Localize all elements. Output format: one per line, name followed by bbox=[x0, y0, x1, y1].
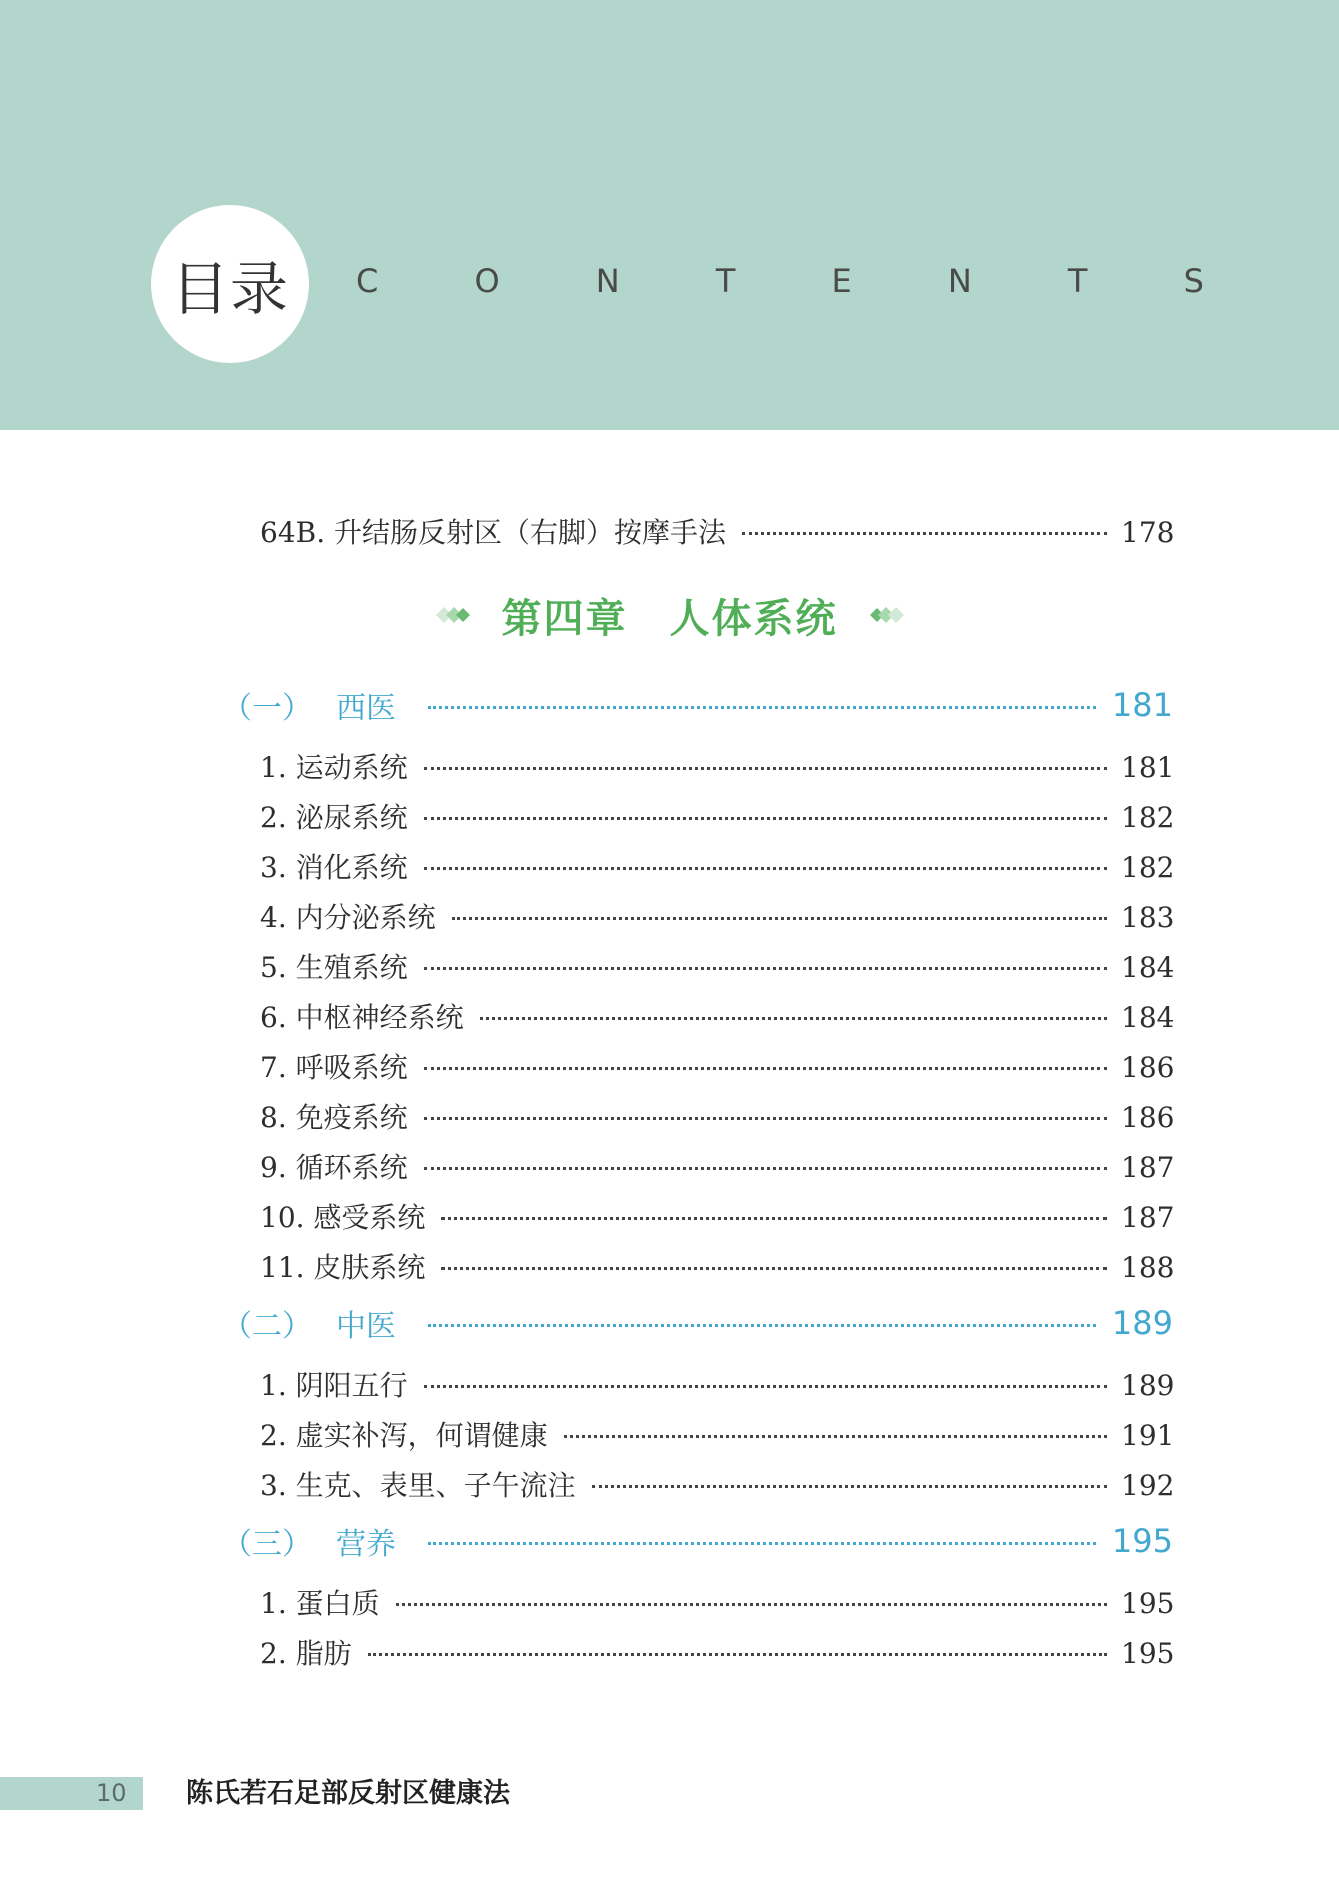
toc-leader-dots bbox=[452, 917, 1107, 920]
chapter-title bbox=[502, 587, 838, 644]
toc-leader-dots bbox=[396, 1603, 1107, 1606]
toc-entry[interactable] bbox=[260, 1246, 1173, 1286]
section-page: 189 bbox=[1111, 1304, 1173, 1342]
contents-heading bbox=[356, 262, 1204, 300]
toc-entry-label: 7. 呼吸系统 bbox=[260, 1051, 408, 1084]
toc-entry-page: 191 bbox=[1121, 1419, 1175, 1452]
toc-entry-label: 10. 感受系统 bbox=[260, 1201, 426, 1234]
toc-entry-label: 9. 循环系统 bbox=[260, 1151, 408, 1184]
toc-entry-page: 187 bbox=[1121, 1151, 1175, 1184]
toc-entry[interactable] bbox=[260, 796, 1173, 836]
section-number: （三） bbox=[222, 1527, 312, 1562]
toc-leader-dots bbox=[441, 1267, 1107, 1270]
toc-entry[interactable] bbox=[260, 1196, 1173, 1236]
toc-entry-page: 195 bbox=[1121, 1587, 1175, 1620]
toc-section[interactable] bbox=[222, 1517, 1173, 1565]
chapter-heading bbox=[0, 585, 1339, 645]
toc-entry[interactable] bbox=[260, 511, 1173, 551]
toc-leader-dots bbox=[424, 867, 1107, 870]
toc-entry-label: 1. 运动系统 bbox=[260, 751, 408, 784]
toc-entry-label: 3. 消化系统 bbox=[260, 851, 408, 884]
toc-section[interactable] bbox=[222, 681, 1173, 729]
toc-leader-dots bbox=[424, 767, 1107, 770]
toc-entry[interactable] bbox=[260, 1632, 1173, 1672]
toc-entry[interactable] bbox=[260, 846, 1173, 886]
section-page: 195 bbox=[1111, 1522, 1173, 1560]
toc-entry-label: 64B. 升结肠反射区（右脚）按摩手法 bbox=[260, 516, 727, 549]
toc-entry-page: 178 bbox=[1121, 516, 1175, 549]
toc-entry-page: 192 bbox=[1121, 1469, 1175, 1502]
toc-entry-page: 184 bbox=[1121, 1001, 1175, 1034]
section-label: 西医 bbox=[336, 691, 396, 726]
toc-entry[interactable] bbox=[260, 746, 1173, 786]
title-circle bbox=[151, 205, 309, 363]
contents-letter: O bbox=[474, 262, 500, 300]
toc-entry[interactable] bbox=[260, 1046, 1173, 1086]
toc-entry[interactable] bbox=[260, 1364, 1173, 1404]
toc-entry[interactable] bbox=[260, 1096, 1173, 1136]
toc-entry[interactable] bbox=[260, 1464, 1173, 1504]
section-number: （一） bbox=[222, 691, 312, 726]
diamond-ornament-icon bbox=[866, 600, 912, 630]
toc-entry-label: 11. 皮肤系统 bbox=[260, 1251, 426, 1284]
toc-entry-label: 2. 泌尿系统 bbox=[260, 801, 408, 834]
toc-leader-dots bbox=[480, 1017, 1107, 1020]
section-page: 181 bbox=[1111, 686, 1173, 724]
toc-entry-label: 6. 中枢神经系统 bbox=[260, 1001, 464, 1034]
toc-leader-dots bbox=[424, 1117, 1107, 1120]
toc-leader-dots bbox=[441, 1217, 1107, 1220]
toc-leader-dots bbox=[424, 967, 1107, 970]
contents-letter: T bbox=[1067, 262, 1088, 300]
toc-entry-label: 3. 生克、表里、子午流注 bbox=[260, 1469, 576, 1502]
toc-leader-dots bbox=[424, 1167, 1107, 1170]
toc-leader-dots bbox=[424, 817, 1107, 820]
toc-entry[interactable] bbox=[260, 946, 1173, 986]
section-label: 中医 bbox=[336, 1309, 396, 1344]
toc-leader-dots bbox=[424, 1385, 1107, 1388]
toc-entry-page: 184 bbox=[1121, 951, 1175, 984]
toc-entry-label: 1. 蛋白质 bbox=[260, 1587, 380, 1620]
toc-leader-dots bbox=[424, 1067, 1107, 1070]
toc-entry-page: 182 bbox=[1121, 851, 1175, 884]
toc-entry[interactable] bbox=[260, 1414, 1173, 1454]
footer-book-title: 陈氏若石足部反射区健康法 bbox=[186, 1778, 510, 1809]
contents-letter: S bbox=[1183, 262, 1204, 300]
toc-leader-dots bbox=[368, 1653, 1107, 1656]
toc-entry-page: 183 bbox=[1121, 901, 1175, 934]
toc-leader-dots bbox=[592, 1485, 1107, 1488]
toc-entry[interactable] bbox=[260, 996, 1173, 1036]
toc-entry-page: 188 bbox=[1121, 1251, 1175, 1284]
page-title: 目录 bbox=[170, 255, 289, 323]
section-number: （二） bbox=[222, 1309, 312, 1344]
toc-entry-label: 2. 虚实补泻，何谓健康 bbox=[260, 1419, 548, 1452]
toc-entry-page: 181 bbox=[1121, 751, 1175, 784]
contents-letter: E bbox=[831, 262, 852, 300]
contents-letter: N bbox=[595, 262, 620, 300]
section-leader-dots bbox=[428, 1324, 1096, 1327]
chapter-number: 第四章 bbox=[501, 594, 628, 642]
toc-entry-label: 5. 生殖系统 bbox=[260, 951, 408, 984]
toc-section[interactable] bbox=[222, 1299, 1173, 1347]
toc-entry-label: 4. 内分泌系统 bbox=[260, 901, 436, 934]
toc-entry-page: 186 bbox=[1121, 1051, 1175, 1084]
toc-entry[interactable] bbox=[260, 896, 1173, 936]
contents-letter: N bbox=[947, 262, 972, 300]
section-label: 营养 bbox=[336, 1527, 396, 1562]
footer-page-number: 10 bbox=[96, 1779, 127, 1807]
section-leader-dots bbox=[428, 1542, 1096, 1545]
diamond-ornament-icon bbox=[428, 600, 474, 630]
toc-entry-page: 186 bbox=[1121, 1101, 1175, 1134]
section-leader-dots bbox=[428, 706, 1096, 709]
toc-entry-label: 2. 脂肪 bbox=[260, 1637, 352, 1670]
toc-entry-page: 182 bbox=[1121, 801, 1175, 834]
toc-entry[interactable] bbox=[260, 1146, 1173, 1186]
toc-entry-page: 187 bbox=[1121, 1201, 1175, 1234]
toc-entry-label: 8. 免疫系统 bbox=[260, 1101, 408, 1134]
contents-letter: T bbox=[715, 262, 736, 300]
toc-leader-dots bbox=[742, 532, 1107, 535]
toc-entry-label: 1. 阴阳五行 bbox=[260, 1369, 408, 1402]
toc-entry[interactable] bbox=[260, 1582, 1173, 1622]
chapter-name: 人体系统 bbox=[669, 594, 838, 642]
toc-leader-dots bbox=[564, 1435, 1107, 1438]
toc-entry-page: 195 bbox=[1121, 1637, 1175, 1670]
contents-letter: C bbox=[356, 262, 379, 300]
toc-entry-page: 189 bbox=[1121, 1369, 1175, 1402]
